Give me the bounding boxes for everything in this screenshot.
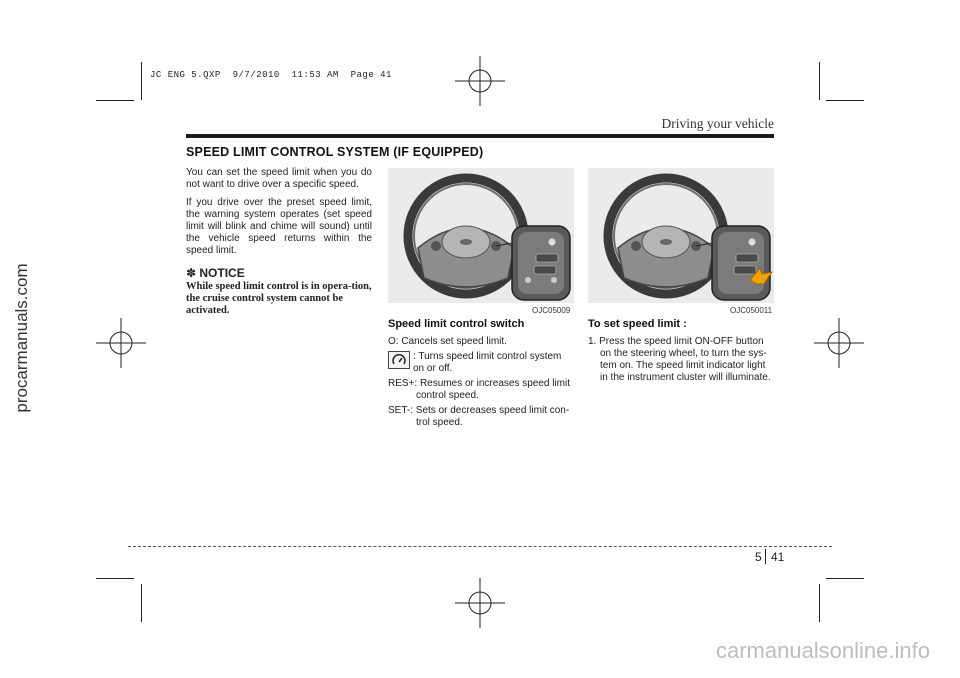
middle-column xyxy=(388,318,574,432)
crop-mark-top-left-v xyxy=(141,62,142,100)
set-limit-title: To set speed limit : xyxy=(588,318,687,330)
speed-limit-icon xyxy=(388,351,410,369)
chapter-number: 5 xyxy=(755,550,762,564)
crop-mark-top-right-h xyxy=(826,100,864,101)
figure-1-code: OJC05009 xyxy=(532,306,571,315)
crop-mark-bottom-left-v xyxy=(141,584,142,622)
footer-watermark: carmanualsonline.info xyxy=(715,638,930,663)
notice-title: ✽ NOTICE xyxy=(186,266,245,280)
section-rule xyxy=(186,134,774,138)
print-slug: JC ENG 5.QXP 9/7/2010 11:53 AM Page 41 xyxy=(150,70,392,80)
switch-item-onoff-text: : Turns speed limit control system on or off. xyxy=(413,351,562,374)
steering-wheel-illustration-1 xyxy=(388,168,574,303)
crop-mark-bottom-right-v xyxy=(819,584,820,622)
set-limit-step-1: 1. Press the speed limit ON-OFF button on the steering wheel, to turn the sys-tem on. The speed limit indicator light in the instrument cluster will illuminate. xyxy=(588,336,771,383)
crop-mark-top-right-v xyxy=(819,62,820,100)
notice-body: While speed limit control is in opera-tion, the cruise control system cannot be activated. xyxy=(186,281,372,316)
switch-item-res: RES+: Resumes or increases speed limit control speed. xyxy=(388,378,571,401)
page-number: 41 xyxy=(771,550,785,564)
crop-mark-bottom-left-h xyxy=(96,578,134,579)
registration-mark-top xyxy=(455,56,505,106)
intro-paragraph: You can set the speed limit when you do not want to drive over a specific speed. xyxy=(186,167,372,190)
left-column xyxy=(186,167,372,317)
switch-item-set: SET-: Sets or decreases speed limit con-trol speed. xyxy=(388,405,570,428)
registration-mark-right xyxy=(814,318,864,368)
footer-dotted-rule xyxy=(128,546,832,547)
registration-mark-bottom xyxy=(455,578,505,628)
registration-mark-left xyxy=(96,318,146,368)
steering-wheel-illustration-2 xyxy=(588,168,774,303)
page-heading: SPEED LIMIT CONTROL SYSTEM (IF EQUIPPED) xyxy=(186,145,484,159)
figure-2-code: OJC050011 xyxy=(730,306,773,315)
switch-title: Speed limit control switch xyxy=(388,318,525,330)
switch-item-onoff xyxy=(388,351,574,375)
steering-wheel-figure-1 xyxy=(388,168,574,303)
page-number-separator xyxy=(765,549,766,564)
crop-mark-top-left-h xyxy=(96,100,134,101)
steering-wheel-figure-2 xyxy=(588,168,774,303)
warning-paragraph: If you drive over the preset speed limit, the warning system operates (set speed limit will blink and chime will sound) until the vehicle speed returns within the speed limit. xyxy=(186,197,372,256)
right-column xyxy=(588,318,774,387)
side-watermark: procarmanuals.com xyxy=(12,263,31,413)
crop-mark-bottom-right-h xyxy=(826,578,864,579)
section-title: Driving your vehicle xyxy=(661,116,774,131)
switch-item-cancel: O: Cancels set speed limit. xyxy=(388,336,507,347)
